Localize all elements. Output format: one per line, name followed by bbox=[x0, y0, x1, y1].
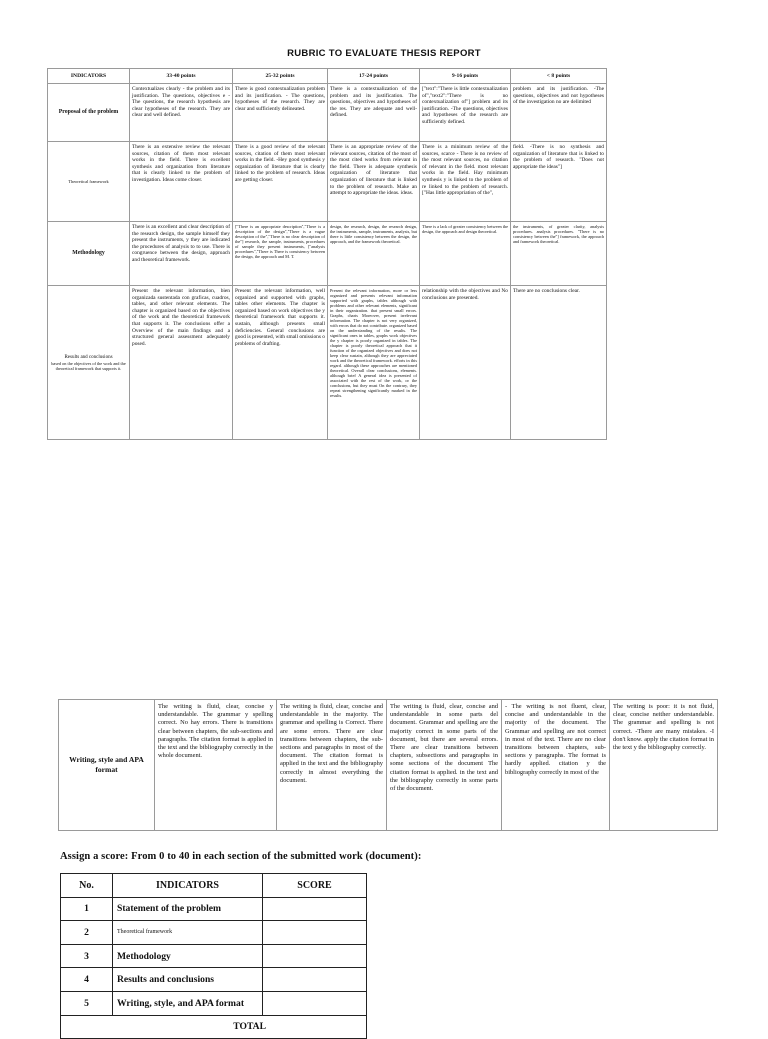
score-row-number: 1 bbox=[61, 897, 113, 921]
score-input-cell[interactable] bbox=[263, 968, 367, 992]
cell: ["text":"There is little contextualization of","text2":"There is no contextualization of"] problem and its justification. -The questions, objectives and hypotheses of the research are sufficiently defined. bbox=[420, 84, 511, 142]
header-33-40: 33-40 points bbox=[130, 69, 233, 84]
indicator-results bbox=[48, 286, 130, 440]
cell: There is an extensive review the relevant sources, citation of them most relevant works in the field. There is excellent synthesis and organization from literature that is clearly linked to the problem of investigation. Ideas come closer. bbox=[130, 142, 233, 222]
cell bbox=[511, 222, 607, 286]
cell bbox=[420, 222, 511, 286]
indicator-methodology: Methodology bbox=[48, 222, 130, 286]
cell: Present the relevant information, bien organizada sustentada con graficas, cuadros, tables, and other relevant elements. The chapter is organized based on the objectives of the work and the theoretical framework that supports it. The conclusions offer a Overview of the main findings and a structured general assessment adequately posed. bbox=[130, 286, 233, 440]
cell-text: design, the research, design, the research design, the instruments, sample, instruments, analysis, but there is little consistency between the design, the approach, and the framework theoretical. bbox=[330, 224, 417, 244]
cell-text: ["There is an appropriate description","There is a description of the design","There is a vague description of the","There is no clear description of the"] research, the sample, instruments, procedures of sample they present instruments, ["analysis procedures","There is There is consistency between the design, the approach and M. T. bbox=[235, 224, 325, 259]
score-row-number: 4 bbox=[61, 968, 113, 992]
cell: There is a minimum review of the sources, scarce - There is no review of the most relevant sources, no citation of relevant in the field. most relevant works in the field. Hay minimum synthesis y is linked to the problem of re linked to the problem of research. ["Has little appropriation of the", bbox=[420, 142, 511, 222]
score-input-cell[interactable] bbox=[263, 944, 367, 968]
score-row-label: Results and conclusions bbox=[113, 968, 263, 992]
score-row-number: 3 bbox=[61, 944, 113, 968]
header-17-24: 17-24 points bbox=[328, 69, 420, 84]
score-header-no: No. bbox=[61, 874, 113, 898]
row-methodology bbox=[48, 222, 607, 286]
cell: There is good contextualization problem and its justification. - The questions, hypotheses of the research. They are clear and sufficiently delineated. bbox=[233, 84, 328, 142]
score-row bbox=[61, 944, 367, 968]
row-writing bbox=[59, 700, 718, 831]
cell: relationship with the objectives and No conclusions are presented. bbox=[420, 286, 511, 440]
header-9-16: 9-16 points bbox=[420, 69, 511, 84]
cell-text: There is a lack of greater consistency between the design, the approach and design theoretical. bbox=[422, 224, 508, 234]
score-row-label: Statement of the problem bbox=[113, 897, 263, 921]
rubric-table bbox=[47, 68, 607, 440]
score-header-row bbox=[61, 874, 367, 898]
rubric-header-row bbox=[48, 69, 607, 84]
cell: The writing is fluid, clear, concise y understandable. The grammar y spelling correct. No hay errors. There is transitions clear between chapters, the sub-sections and paragraphs. The citation format is applied in the text and the bibliography correctly in the whole document. bbox=[155, 700, 277, 831]
indicator-writing: Writing, style and APA format bbox=[59, 700, 155, 831]
cell: There is a good review of the relevant sources, citation of them most relevant works in the field. -Hey good synthesis y organization of literature that is clearly linked to the problem of research. Ideas are getting closer. bbox=[233, 142, 328, 222]
cell: There is an excellent and clear description of the research design, the sample himself they present the instruments, y they are indicated the procedures of analysis to to use. There is congruence between the design, approach and theoretical framework. bbox=[130, 222, 233, 286]
row-theoretical-framework bbox=[48, 142, 607, 222]
header-under-8: < 8 points bbox=[511, 69, 607, 84]
cell: problem and its justification. -The questions, objectives and not hypotheses of the investigation no are delimited bbox=[511, 84, 607, 142]
score-table bbox=[60, 873, 367, 1039]
cell: - The writing is not fluent, clear, concise and understandable in the majority of the document. The Grammar and spelling are not correct in most of the text. There are no clear transitions between chapters, sub-sections y paragraphs. The format is hardly applied. citation y the bibliography correctly in most of the bbox=[502, 700, 610, 831]
cell: There is an appropriate review of the relevant sources, citation of the most of the most cited works from relevant in the field. There is adequate synthesis organization of literature that organization of literature that is linked to the problem of research. Make an attempt to appropriate the ideas. ideas. bbox=[328, 142, 420, 222]
cell: The writing is poor: it is not fluid, clear, concise neither understandable. The grammar and spelling is not correct. -There are many mistakes. -I don't know. apply the citation format in the text y the bibliography correctly. bbox=[610, 700, 718, 831]
score-row-label: Methodology bbox=[113, 944, 263, 968]
cell: There is a contextualization of the problem and its justification. The questions, objectives and hypotheses of the res. They are adequate and well-defined. bbox=[328, 84, 420, 142]
cell: The writing is fluid, clear, concise and understandable in some parts del document. Grammar and spelling are the majority correct in some parts of the document, but there are several errors. There are clear transitions between chapters, subsections and paragraphs in some sections of the document The citation format is applied. in the text and the bibliography correctly in some parts of the document. bbox=[387, 700, 502, 831]
cell: There are no conclusions clear. bbox=[511, 286, 607, 440]
score-row bbox=[61, 968, 367, 992]
header-25-32: 25-32 points bbox=[233, 69, 328, 84]
score-total-label: TOTAL bbox=[61, 1015, 367, 1039]
score-row bbox=[61, 991, 367, 1015]
score-header-score: SCORE bbox=[263, 874, 367, 898]
header-indicators: INDICATORS bbox=[48, 69, 130, 84]
assign-score-instruction: Assign a score: From 0 to 40 in each section of the submitted work (document): bbox=[60, 851, 422, 862]
score-header-indicators: INDICATORS bbox=[113, 874, 263, 898]
score-row bbox=[61, 921, 367, 945]
score-total-row bbox=[61, 1015, 367, 1039]
cell: Contextualizes clearly - the problem and its justification. The questions, objectives e - The questions, the research hypothesis are clear hypotheses of the research. They are clear and well defined. bbox=[130, 84, 233, 142]
score-row-number: 5 bbox=[61, 991, 113, 1015]
indicator-results-extra: based on the objectives of the work and the theoretical framework that supports it. bbox=[51, 361, 126, 371]
score-input-cell[interactable] bbox=[263, 897, 367, 921]
score-row bbox=[61, 897, 367, 921]
cell: Present the relevant information, well organized and supported with graphs, tables other elements. The chapter is organized based on work objectives the y theoretical framework that supports it. sustain, although presents small deficiencies. General conclusions are good is presented, with small omissions o problems of drafting. bbox=[233, 286, 328, 440]
cell-text: the instruments, of greater clarity, analysis procedures. analysis procedures. "There is no consistency between the"] framework, the approach and framework theoretical. bbox=[513, 224, 604, 244]
cell bbox=[328, 222, 420, 286]
cell-text: Present the relevant information, more or less organized and presents relevant information supported with graphs, tables although with problems and other relevant elements, significant in their organization. that present small errors. Graphs, charts Moreover, present irrelevant information. The chapter is not very organized, with errors that do not contribute. organized based on the understanding of the results. The significant ones in tables, graphs work objectives the y chapter is poorly organized in tables. The chapter is poorly theoretical approach that it function of the organized objectives and does not keep clear sustain, although they are appreciated work and the theoretical framework. efforts in this regard. although these approaches are mentioned theoretical. Overall clear conclusions, elements. although brief A general idea is presented of associated with the rest of the work, or the conclusions, but they must On the contrary, they repeat strengthening significantly marked in the results. bbox=[330, 288, 417, 398]
score-row-number: 2 bbox=[61, 921, 113, 945]
indicator-proposal: Proposal of the problem bbox=[48, 84, 130, 142]
score-input-cell[interactable] bbox=[263, 991, 367, 1015]
cell: The writing is fluid, clear, concise and understandable in the majority. The grammar and spelling is Correct. There are some errors. There are clear transitions between chapters, the sub-sections and paragraphs in most of the document. The citation format is applied in the text and the bibliography correctly in almost everything the document. bbox=[277, 700, 387, 831]
row-proposal bbox=[48, 84, 607, 142]
document-title: RUBRIC TO EVALUATE THESIS REPORT bbox=[287, 48, 481, 59]
indicator-results-label: Results and conclusions bbox=[64, 355, 113, 360]
cell: field. -There is no synthesis and organization of literature that is linked to the problem of research. "Does not appropriate the ideas"] bbox=[511, 142, 607, 222]
cell bbox=[328, 286, 420, 440]
writing-rubric-table bbox=[58, 699, 718, 831]
indicator-theoretical-framework: Theoretical framework bbox=[48, 142, 130, 222]
score-input-cell[interactable] bbox=[263, 921, 367, 945]
score-row-label: Writing, style, and APA format bbox=[113, 991, 263, 1015]
score-row-label: Theoretical framework bbox=[113, 921, 263, 945]
row-results bbox=[48, 286, 607, 440]
cell bbox=[233, 222, 328, 286]
